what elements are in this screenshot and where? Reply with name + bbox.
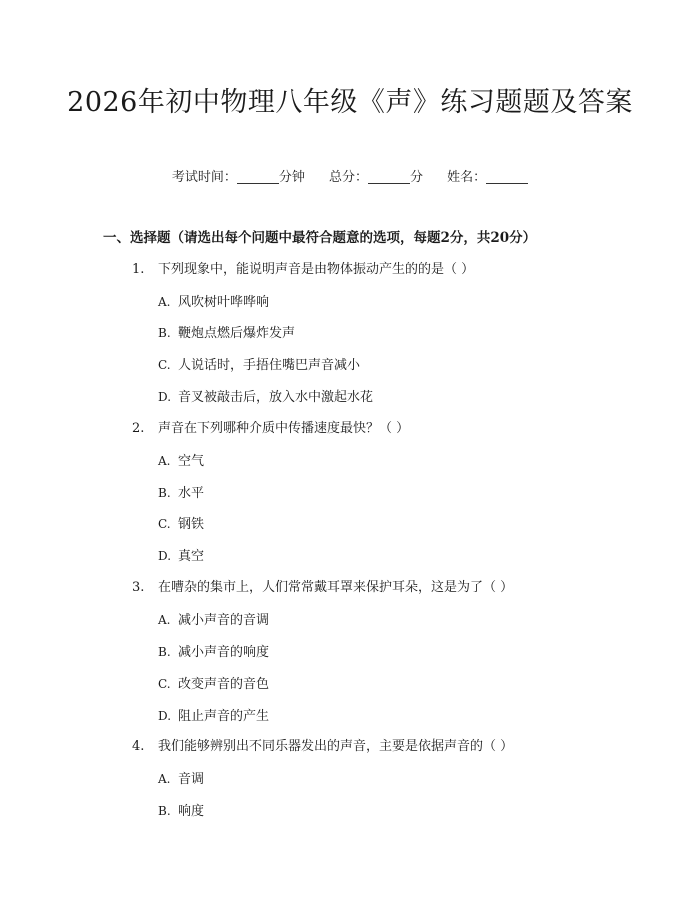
option-letter: B.: [158, 645, 171, 659]
option-letter: D.: [158, 709, 172, 723]
total-score-label: 总分：: [328, 170, 368, 185]
option-1b: [158, 323, 295, 344]
option-letter: C.: [158, 358, 171, 372]
option-text: 水平: [178, 486, 205, 501]
option-3b: [158, 642, 269, 663]
option-letter: C.: [158, 677, 171, 691]
option-2b: [158, 483, 204, 504]
option-text: 空气: [178, 454, 205, 469]
total-score-unit: 分: [410, 170, 424, 185]
question-number: 4.: [132, 739, 145, 754]
document-title: 2026年初中物理八年级《声》练习题题及答案: [67, 87, 633, 118]
student-name-blank: [486, 169, 528, 184]
option-text: 人说话时，手捂住嘴巴声音减小: [178, 358, 361, 373]
option-2a: [158, 451, 204, 472]
exam-time-field: [172, 168, 305, 188]
option-letter: B.: [158, 804, 171, 818]
option-letter: C.: [158, 517, 171, 531]
option-3a: [158, 610, 269, 631]
option-letter: B.: [158, 486, 171, 500]
exam-time-blank: [237, 169, 279, 184]
total-score-field: [329, 168, 423, 188]
option-text: 减小声音的响度: [178, 645, 270, 660]
option-2d: [158, 546, 204, 567]
option-text: 钢铁: [178, 517, 205, 532]
student-name-label: 姓名：: [447, 170, 487, 185]
option-letter: B.: [158, 326, 171, 340]
option-1a: [158, 292, 269, 313]
option-text: 改变声音的音色: [178, 677, 270, 692]
option-text: 阻止声音的产生: [178, 709, 270, 724]
option-4a: [158, 769, 204, 790]
option-text: 减小声音的音调: [178, 613, 270, 628]
exam-info-line: [0, 168, 700, 188]
total-score-blank: [368, 169, 410, 184]
option-2c: [158, 514, 204, 535]
option-letter: A.: [158, 454, 171, 468]
question-number: 3.: [132, 580, 145, 595]
question-text: 在嘈杂的集市上，人们常常戴耳罩来保护耳朵，这是为了（ ）: [158, 580, 514, 595]
option-letter: D.: [158, 390, 172, 404]
option-3d: [158, 706, 269, 727]
option-letter: A.: [158, 772, 171, 786]
option-text: 风吹树叶哗哗响: [178, 295, 270, 310]
question-text: 我们能够辨别出不同乐器发出的声音，主要是依据声音的（ ）: [158, 739, 514, 754]
exam-time-label: 考试时间：: [171, 170, 237, 185]
section-heading: 一、选择题（请选出每个问题中最符合题意的选项，每题2分，共20分）: [103, 230, 537, 246]
question-text: 下列现象中，能说明声音是由物体振动产生的的是（ ）: [158, 262, 475, 277]
student-name-field: [447, 168, 528, 188]
question-number: 2.: [132, 421, 145, 436]
option-3c: [158, 674, 269, 695]
question-text: 声音在下列哪种介质中传播速度最快？（ ）: [158, 421, 410, 436]
exam-time-unit: 分钟: [278, 170, 305, 185]
option-4b: [158, 801, 204, 822]
option-letter: D.: [158, 549, 172, 563]
option-text: 鞭炮点燃后爆炸发声: [178, 326, 296, 341]
option-text: 音叉被敲击后，放入水中激起水花: [178, 390, 374, 405]
option-text: 真空: [178, 549, 205, 564]
option-text: 响度: [178, 804, 205, 819]
option-1c: [158, 355, 360, 376]
option-letter: A.: [158, 295, 171, 309]
option-1d: [158, 387, 373, 408]
option-letter: A.: [158, 613, 171, 627]
question-number: 1.: [132, 262, 145, 277]
option-text: 音调: [178, 772, 205, 787]
